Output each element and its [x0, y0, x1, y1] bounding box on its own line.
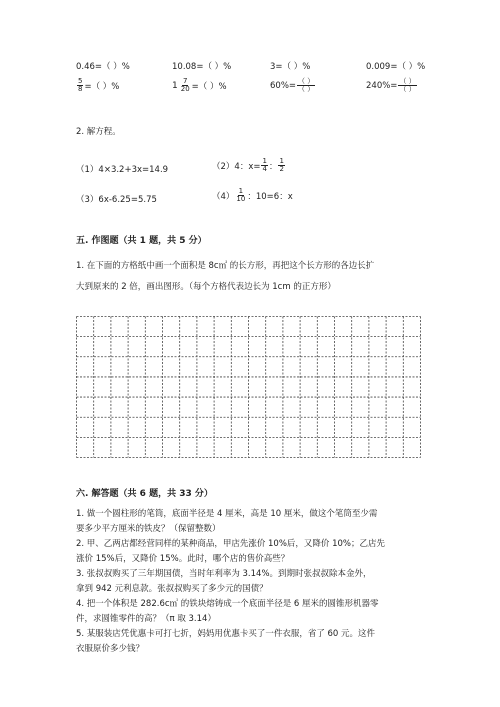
- fraction: $\frac{1}{4}$: [262, 157, 267, 173]
- fraction: $\frac{5}{8}$: [78, 77, 83, 93]
- problem-text: 1. 在下面的方格纸中画一个面积是 8c㎡ 的长方形，再把这个长方形的各边长扩: [76, 261, 375, 271]
- fraction: $\frac{( )}{( )}$: [399, 77, 416, 93]
- equation-3: （3）6x-6.25=5.75: [76, 195, 157, 205]
- fraction: $\frac{1}{2}$: [279, 157, 284, 173]
- problem-list: [76, 507, 436, 657]
- problem-line: 1. 做一个圆柱形的笔筒，底面半径是 4 厘米，高是 10 厘米，做这个笔筒至少需: [76, 509, 378, 519]
- percent-item-3: 3=（ ）%: [270, 62, 311, 72]
- problem-line: 件，求圆锥零件的高？（π 取 3.14）: [76, 614, 216, 624]
- percent-item-6: 1 $\frac{7}{20}$ =（ ）%: [172, 77, 227, 93]
- percent-item-4: 0.009=（ ）%: [366, 62, 426, 72]
- problem-line: 涨价 15%后，又降价 15%。此时，哪个店的售价高些？: [76, 554, 290, 564]
- problem-line: 衣服原价多少钱？: [76, 644, 145, 654]
- equation-4: （4） $\frac{1}{10}$ ：10=6：x: [212, 187, 293, 203]
- equation-1: （1）4×3.2+3x=14.9: [76, 165, 169, 175]
- section-heading: 六. 解答题（共 6 题，共 33 分）: [76, 489, 213, 499]
- percent-item-2: 10.08=（ ）%: [172, 62, 232, 72]
- grid-svg: [76, 316, 421, 458]
- problem-line: 2. 甲、乙两店都经营同样的某种商品，甲店先涨价 10%后，又降价 10%；乙店先: [76, 539, 386, 549]
- fraction: $\frac{( )}{( )}$: [298, 77, 315, 93]
- problem-line: 5. 某服装店凭优惠卡可打七折，妈妈用优惠卡买了一件衣服，省了 60 元。这件: [76, 629, 376, 639]
- problem-line: 4. 把一个体积是 282.6c㎥ 的铁块熔铸成一个底面半径是 6 厘米的圆锥形机器零: [76, 599, 379, 609]
- problem-line: 拿到 942 元利息款。张叔叔购买了多少元的国债？: [76, 584, 268, 594]
- question-title: 2. 解方程。: [76, 127, 121, 137]
- section-heading: 五. 作图题（共 1 题，共 5 分）: [76, 236, 207, 246]
- fraction: $\frac{1}{10}$: [236, 187, 246, 203]
- percent-item-5: $\frac{5}{8}$ =（ ）%: [78, 77, 120, 93]
- problem-line: 要多少平方厘米的铁皮？（保留整数）: [76, 524, 221, 534]
- equation-2: （2）4：x= $\frac{1}{4}$ ： $\frac{1}{2}$: [212, 157, 284, 173]
- problem-text: 大到原来的 2 倍，画出图形。（每个方格代表边长为 1cm 的正方形）: [76, 282, 336, 292]
- percent-item-7: 60%= $\frac{( )}{( )}$: [270, 77, 315, 93]
- fraction: $\frac{7}{20}$: [180, 77, 190, 93]
- problem-line: 3. 张叔叔购买了三年期国债，当时年利率为 3.14%。到期时张叔叔除本金外，: [76, 569, 372, 579]
- percent-item-8: 240%= $\frac{( )}{( )}$: [366, 77, 416, 93]
- percent-item-1: 0.46=（ ）%: [76, 62, 130, 72]
- graph-paper-grid: [76, 316, 421, 461]
